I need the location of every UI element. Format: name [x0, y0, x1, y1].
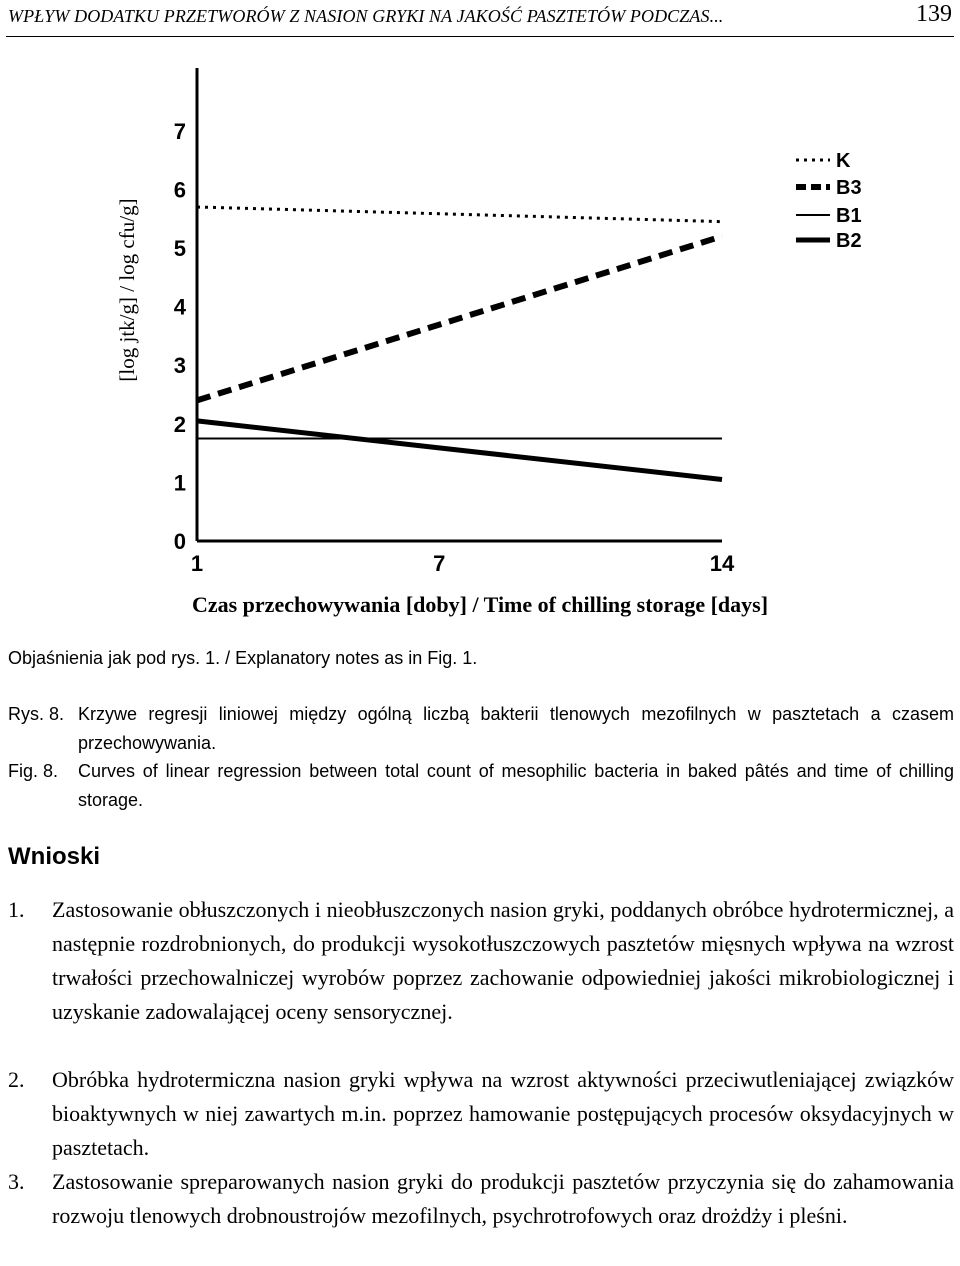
legend-label-b2: B2: [836, 230, 862, 252]
section-heading: Wnioski: [8, 843, 101, 870]
conclusion-item: [8, 1063, 954, 1165]
page-header: [6, 0, 954, 37]
conclusion-text: Zastosowanie obłuszczonych i nieobłuszczonych nasion gryki, poddanych obróbce hydrotermicznej, a następnie rozdrobnionych, do produkcji wysokotłuszczowych pasztetów mięsnych wpływa na wzrost trwałości przechowalniczej wyrobów poprzez zachowanie odpowiedniej jakości mikrobiologicznej i uzyskanie zadowalającej oceny sensorycznej.: [52, 897, 954, 1024]
y-tick-label: 0: [173, 529, 186, 554]
conclusion-number: 1.: [8, 897, 25, 922]
conclusion-number: 3.: [8, 1169, 25, 1194]
y-tick-label: 4: [173, 294, 186, 320]
caption-label: Fig. 8.: [8, 761, 59, 781]
caption-label: Rys. 8.: [8, 704, 65, 724]
caption-pl: [8, 700, 954, 758]
conclusion-item: [8, 1165, 954, 1233]
y-tick-label: 7: [173, 118, 186, 144]
regression-chart: [0, 40, 960, 630]
caption-en: [8, 757, 954, 815]
x-tick-label: 7: [433, 551, 446, 576]
series-line-b2: [197, 421, 722, 480]
x-axis-label: Czas przechowywania [doby] / Time of chilling storage [days]: [191, 592, 769, 617]
conclusion-number: 2.: [8, 1067, 25, 1092]
y-axis-label: [log jtk/g] / log cfu/g]: [115, 198, 139, 382]
series-line-b3: [197, 236, 722, 400]
x-tick-label: 1: [190, 551, 204, 576]
x-tick-label: 14: [709, 551, 735, 576]
y-tick-label: 3: [173, 353, 186, 379]
conclusion-text: Zastosowanie spreparowanych nasion gryki do produkcji pasztetów przyczynia się do zahamowania rozwoju tlenowych drobnoustrojów mezofilnych, psychrotrofowych oraz drożdży i pleśni.: [52, 1169, 954, 1228]
legend-label-b3: B3: [836, 177, 862, 199]
explanatory-note: Objaśnienia jak pod rys. 1. / Explanatory notes as in Fig. 1.: [8, 648, 478, 668]
y-tick-label: 5: [173, 236, 186, 261]
conclusion-item: [8, 893, 954, 1029]
y-tick-label: 6: [173, 177, 186, 203]
caption-text: Krzywe regresji liniowej między ogólną liczbą bakterii tlenowych mezofilnych w pasztetach a czasem przechowywania.: [78, 704, 954, 753]
caption-text: Curves of linear regression between total count of mesophilic bacteria in baked pâtés and time of chilling storage.: [78, 761, 954, 810]
page-number: 139: [916, 1, 952, 27]
legend-label-b1: B1: [836, 205, 862, 227]
y-tick-label: 1: [173, 470, 186, 496]
y-tick-label: 2: [173, 411, 186, 437]
running-title: WPŁYW DODATKU PRZETWORÓW Z NASION GRYKI NA JAKOŚĆ PASZTETÓW PODCZAS...: [8, 6, 724, 26]
legend-label-k: K: [836, 150, 851, 172]
series-line-k: [197, 207, 722, 222]
conclusion-text: Obróbka hydrotermiczna nasion gryki wpływa na wzrost aktywności przeciwutleniającej związków bioaktywnych w niej zawartych m.in. poprzez hamowanie postępujących procesów oksydacyjnych w pasztetach.: [52, 1067, 954, 1160]
